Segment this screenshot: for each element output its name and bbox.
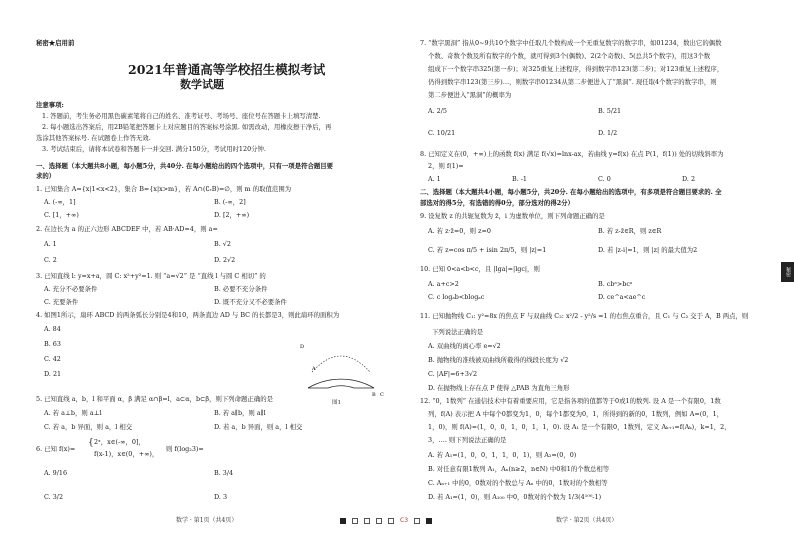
q7-stem-4: 仍得到数字串123(第三步)…，则数字串01234从第二步便进入了“黑洞”. 现任取4个数字的数字串，则 [428, 78, 717, 86]
margin-tab: 秘密 [781, 262, 794, 282]
figure-point-d: D [300, 344, 305, 350]
page-indicator-tag: C3 [400, 517, 409, 524]
figure-1-sector-ring [298, 338, 388, 402]
q5-option-d: D. 若 a，b 异面，则 a，l 相交 [214, 423, 303, 431]
notice-heading: 注意事项: [36, 101, 64, 109]
q7-option-a: A. 2/5 [428, 107, 447, 115]
section2-heading-b: 部选对的得5分，有选错的得0分，部分选对的得2分） [420, 199, 574, 207]
q3-stem: 3. 已知直线 l: y=x+a，圆 C: x²+y²=1. 则 “a=√2” 是 “直线 l 与圆 C 相切” 的 [36, 272, 266, 280]
q6-brace: { [88, 438, 94, 448]
q1-stem: 1. 已知集合 A={x|1<x<2}，集合 B={x|x>m}，若 A∩(∁ᵣB)=∅，则 m 的取值范围为 [36, 185, 292, 193]
q11-option-d: D. 在抛物线上存在点 P 使得 △PAB 为直角三角形 [428, 384, 570, 392]
q7-stem-2: 个数、奇数个数及所有数字的个数，就可得到3个(偶数)、2(2个奇数)、5(总共5个数字)，用这3个数 [428, 52, 711, 60]
page-marker-7 [426, 518, 432, 524]
q12-option-a: A. 若 A₁=(1，0，0，1，1，0，1)，则 A₂=(0，0) [428, 451, 577, 459]
q6-stem-b: 则 f(log₂3)= [166, 445, 204, 453]
q7-option-b: B. 5/21 [598, 107, 622, 115]
q2-option-c: C. 2 [44, 256, 57, 264]
q3-option-a: A. 充分不必要条件 [44, 285, 98, 293]
figure-point-b: B [372, 392, 376, 398]
q10-stem: 10. 已知 0<a<b<c，且 |lga|=|lgc|，则 [420, 265, 540, 273]
page-marker-1 [340, 518, 346, 524]
q12-stem-4: 3，…. 则下列说法正确的是 [428, 436, 507, 444]
q8-option-b: B. -1 [512, 175, 527, 183]
q4-option-a: A. 84 [44, 325, 61, 333]
page-marker-4 [376, 518, 382, 524]
q2-option-b: B. √2 [214, 240, 231, 248]
q4-option-c: C. 42 [44, 355, 61, 363]
q8-option-a: A. 1 [428, 175, 441, 183]
q4-option-d: D. 21 [44, 370, 62, 378]
q11-option-c: C. |AF|=6+3√2 [428, 370, 478, 378]
q8-stem-2: 2，则 f(1)= [428, 162, 464, 170]
q2-stem: 2. 在边长为 a 的正六边形 ABCDEF 中，若 AB·AD=4，则 a= [36, 225, 218, 233]
q5-option-a: A. 若 a⊥b，则 a⊥l [44, 409, 102, 417]
q6-option-c: C. 3/2 [44, 493, 64, 501]
q6-stem-a: 6. 已知 f(x)= [36, 445, 76, 453]
q10-option-d: D. ce^a<ae^c [598, 293, 646, 301]
page-marker-5 [388, 518, 394, 524]
q11-stem-1: 11. 已知抛物线 C₁: y²=8x 的焦点 F 与双曲线 C₂: x²/2 - y²/s =1 的右焦点重合，且 C₁ 与 C₂ 交于 A，B 两点，则 [420, 312, 749, 320]
q1-option-a: A. (-∞，1] [44, 198, 76, 206]
notice-line-2b: 选涂其他答案标号. 在试题卷上作答无效. [36, 134, 151, 142]
q11-stem-2: 下列说法正确的是 [432, 328, 484, 336]
figure-point-c: C [380, 392, 384, 398]
section1-heading: 一、选择题（本大题共8小题，每小题5分，共40分. 在每小题给出的四个选项中，只有一项是符合题目要 [36, 162, 334, 170]
figure-point-a: A [312, 366, 316, 372]
page-indicator [340, 517, 432, 524]
notice-line-2: 2. 每小题选出答案后，用2B铅笔把答题卡上对应题目的答案标号涂黑. 如需改动，用橡皮擦干净后，再 [42, 123, 332, 131]
q8-option-c: C. 0 [598, 175, 611, 183]
exam-title: 2021年普通高等学校招生模拟考试 [128, 62, 326, 77]
secret-label: 秘密★启用前 [36, 39, 75, 47]
q1-option-c: C. [1，+∞) [44, 211, 79, 219]
q9-stem: 9. 设复数 z 的共轭复数为 z̄，i 为虚数单位，则下列命题正确的是 [420, 212, 605, 220]
left-page-footer: 数学 · 第1页（共4页） [176, 517, 238, 524]
q1-option-b: B. (-∞，2] [214, 198, 246, 206]
q5-option-b: B. 若 a∥b，则 a∥l [214, 409, 266, 417]
q12-stem-3: 1，0)，则 f(A)=(1，0，0，1，0，1，1，0). 设 A₁ 是一个有限0，1数列，定义 Aₖ₊₁=f(Aₖ)，k=1，2， [428, 423, 731, 431]
q6-option-a: A. 9/16 [44, 469, 68, 477]
q1-option-d: D. [2，+∞) [214, 211, 250, 219]
q6-option-d: D. 3 [214, 493, 228, 501]
q10-option-c: C. c logₐb<blogₐc [428, 293, 485, 301]
q11-option-a: A. 双曲线的离心率 e=√2 [428, 342, 501, 350]
q3-option-b: B. 必要不充分条件 [214, 285, 268, 293]
q3-option-d: D. 既不充分又不必要条件 [214, 298, 287, 306]
q12-stem-1: 12. “0，1数列” 在通信技术中有着重要应用，它是指各项的值都等于0或1的数列. 设 A 是一个有限0，1数 [420, 397, 721, 405]
q7-option-d: D. 1/2 [598, 129, 618, 137]
figure-1-label: 图1 [332, 400, 341, 406]
q12-option-d: D. 若 A₁=(1，0)，则 A₁₀₀ 中0，0数对的个数为 1/3(4¹⁰⁰-1) [428, 493, 602, 501]
notice-line-3: 3. 考试结束后，请将本试卷和答题卡一并交回. 满分150分，考试用时120分钟. [42, 145, 266, 153]
q9-option-b: B. 若 z-z̄∈R，则 z∈R [598, 227, 662, 235]
q12-stem-2: 列，f(A) 表示把 A 中每个0都变为1，0，每个1都变为0，1，所得到的新的0，1数列，例如 A=(0，1， [428, 410, 724, 418]
q6-piece-1: 2ˣ，x∈(-∞，0]， [94, 438, 145, 446]
q12-option-b: B. 对任意有限1数列 A₁，Aₙ(n≥2，n∈N) 中0和1的个数总相等 [428, 465, 610, 473]
page-marker-6 [414, 518, 420, 524]
q9-option-d: D. 若 |z-i|=1，则 |z| 的最大值为2 [598, 246, 698, 254]
q7-stem-3: 组成下一个数字串325(第一步)；对325重复上述程序，得到数字串123(第二步)；对123重复上述程序， [428, 65, 724, 73]
q4-option-b: B. 63 [44, 340, 61, 348]
page-marker-3 [364, 518, 370, 524]
q4-stem: 4. 如图1所示，扇环 ABCD 的两条弧长分别是4和10，两条直边 AD 与 BC 的长都是3，则此扇环的面积为 [36, 311, 340, 319]
q12-option-c: C. Aₙ₊₁ 中的0，0数对的个数总与 Aₙ 中的0，1数对的个数相等 [428, 479, 608, 487]
right-page-footer: 数学 · 第2页（共4页） [556, 517, 618, 524]
q9-option-c: C. 若 z=cos π/5 + isin 2π/5，则 |z|=1 [428, 246, 547, 254]
q5-option-c: C. 若 a，b 异面，则 a，l 相交 [44, 423, 133, 431]
q6-piece-2: f(x-1)，x∈(0，+∞)， [94, 450, 159, 458]
q8-option-d: D. 2 [682, 175, 696, 183]
section1-heading-b: 求的） [36, 172, 56, 180]
q8-stem-1: 8. 已知定义在(0，+∞)上的函数 f(x) 满足 f(√x)=lnx-ax，若曲线 y=f(x) 在点 P(1，f(1)) 处的切线斜率为 [420, 150, 724, 158]
q11-option-b: B. 抛物线的准线被双曲线所截得的线段长度为 √2 [428, 356, 569, 364]
q7-option-c: C. 10/21 [428, 129, 456, 137]
q7-stem-5: 第二步便进入“黑洞”的概率为 [428, 91, 512, 99]
q3-option-c: C. 充要条件 [44, 298, 79, 306]
q9-option-a: A. 若 z·z̄=0，则 z=0 [428, 227, 491, 235]
q2-option-a: A. 1 [44, 240, 57, 248]
page-marker-2 [352, 518, 358, 524]
q10-option-a: A. a+c>2 [428, 280, 459, 288]
notice-line-1: 1. 答题前，考生务必用黑色碳素笔将自己的姓名、准考证号、考场号、座位号在答题卡上填写清楚. [42, 112, 321, 120]
exam-subtitle: 数学试题 [180, 78, 224, 91]
q10-option-b: B. cbᵃ>bcᵃ [598, 280, 633, 288]
q2-option-d: D. 2√2 [214, 256, 236, 264]
section2-heading: 二、选择题（本大题共4小题，每小题5分，共20分. 在每小题给出的选项中，有多项是符合题目要求的. 全 [420, 188, 722, 196]
q7-stem-1: 7. “数字黑洞” 指从0~9共10个数字中任取几个数构成一个无重复数字的数字串，如01234，数出它的偶数 [420, 39, 722, 47]
q6-option-b: B. 3/4 [214, 469, 234, 477]
q5-stem: 5. 已知直线 a，b，l 和平面 α，β 满足 α∩β=l，a⊂α，b⊂β，则下列命题正确的是 [36, 395, 273, 403]
